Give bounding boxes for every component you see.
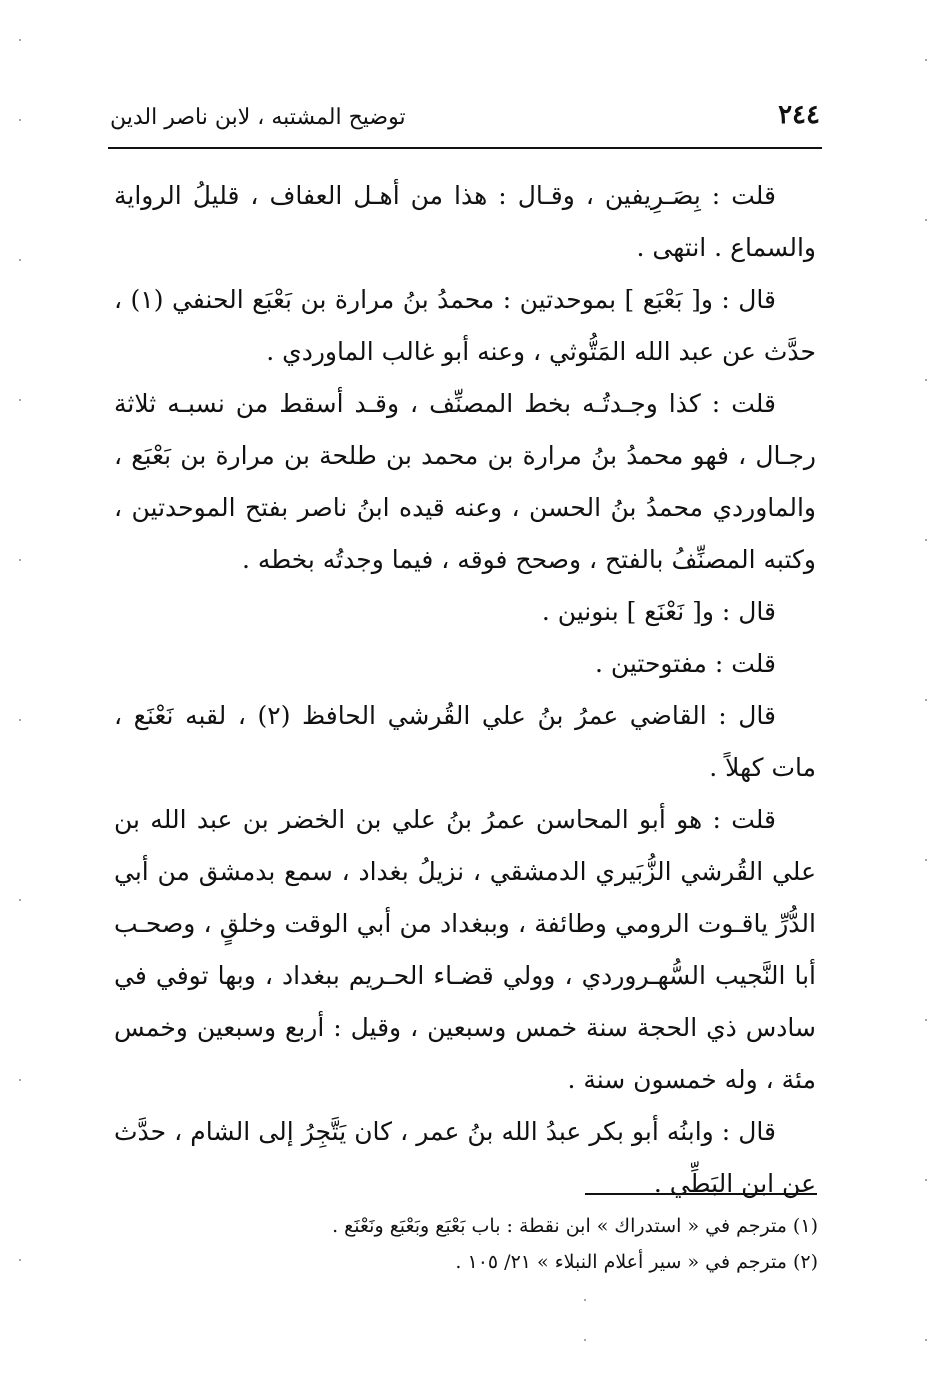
paragraph-2: قال : و[ بَعْبَع ] بموحدتين : محمدُ بنُ مرارة بن بَعْبَع الحنفي (١) ، حدَّث عن عبد الله المَتُّوثي ، وعنه أبو غالب الماوردي .	[114, 285, 816, 366]
running-title: توضيح المشتبه ، لابن ناصر الدين	[110, 105, 406, 130]
footnote-rule	[585, 1193, 817, 1195]
header-rule	[108, 147, 822, 149]
footnote-1: (١) مترجم في « استدراك » ابن نقطة : باب بَعْبَع وبَعْبَع ونَعْنَع .	[332, 1215, 818, 1237]
paragraph-7: قلت : هو أبو المحاسن عمرُ بنُ علي بن الخضر بن عبد الله بن علي القُرشي الزُّبَيري الدمشقي ، نزيلُ بغداد ، سمع بدمشق من أبي الدُّرِّ ياقـوت الرومي وطائفة ، وببغداد من أبي الوقت وخلقٍ ، وصحـب أبا النَّجيب السُّهـروردي ، وولي قضـاء الحـريم ببغداد ، وبها توفي في سادس ذي الحجة سنة خمس وسبعين ، وقيل : أربع وسبعين وخمس مئة ، وله خمسون سنة .	[114, 805, 816, 1094]
paragraph-4: قال : و[ نَعْنَع ] بنونين .	[541, 597, 776, 626]
paragraph-1: قلت : بِصَـرِيفين ، وقـال : هذا من أهـل العفاف ، قليلُ الرواية والسماع . انتهى .	[114, 181, 816, 262]
page-header	[110, 92, 820, 130]
paragraph-8: قال : وابنُه أبو بكر عبدُ الله بنُ عمر ، كان يَتَّجِرُ إلى الشام ، حدَّث عن ابن البَطِّي .	[114, 1117, 816, 1198]
footnote-2: (٢) مترجم في « سير أعلام النبلاء » ٢١/ ١٠٥ .	[455, 1251, 818, 1273]
page-number: ٢٤٤	[778, 100, 820, 130]
paragraph-6: قال : القاضي عمرُ بنُ علي القُرشي الحافظ (٢) ، لقبه نَعْنَع ، مات كهلاً .	[114, 701, 816, 782]
body-text	[114, 170, 816, 1210]
paragraph-5: قلت : مفتوحتين .	[594, 649, 776, 678]
footnotes	[114, 1208, 818, 1280]
paragraph-3: قلت : كذا وجـدتُـه بخط المصنِّف ، وقـد أسقط من نسبـه ثلاثة رجـال ، فهو محمدُ بنُ مرارة بن محمد بن طلحة بن مرارة بن بَعْبَع ، والماوردي محمدُ بنُ الحسن ، وعنه قيده ابنُ ناصر بفتح الموحدتين ، وكتبه المصنِّفُ بالفتح ، وصحح فوقه ، فيما وجدتُه بخطه .	[114, 389, 816, 574]
